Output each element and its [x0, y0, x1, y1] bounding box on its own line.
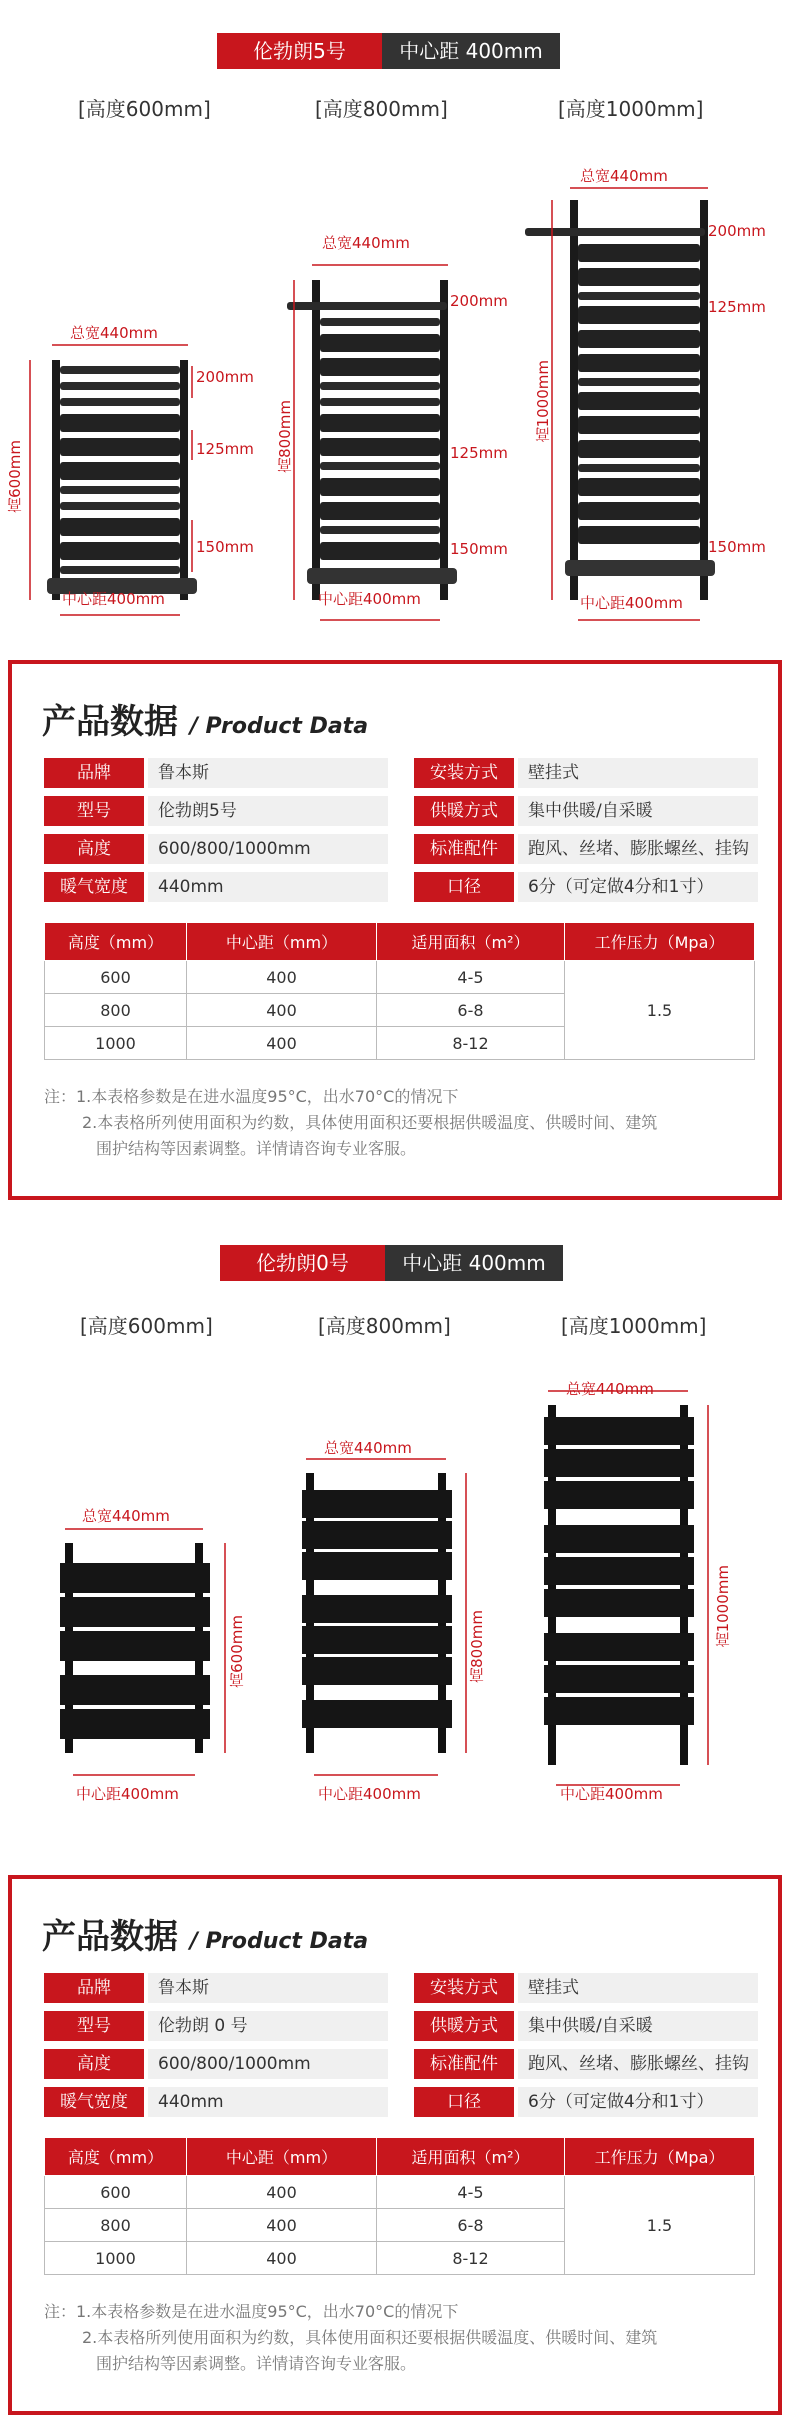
info-key: 标准配件 [414, 2049, 514, 2079]
center-distance-tag: 中心距 400mm [385, 1245, 563, 1281]
spec-table [44, 2137, 755, 2275]
info-row-heating [414, 796, 758, 826]
info-value: 跑风、丝堵、膨胀螺丝、挂钩 [518, 2049, 758, 2079]
info-key: 型号 [44, 2011, 144, 2041]
rad0-800-width-label: 总宽440mm [324, 1439, 412, 1457]
note-line: 注：1.本表格参数是在进水温度95°C，出水70°C的情况下 [44, 2302, 459, 2321]
pressure-cell: 1.5 [565, 2176, 755, 2275]
info-row-caliber [414, 2087, 758, 2117]
rad0-1000-width-label: 总宽440mm [566, 1380, 654, 1398]
info-key: 标准配件 [414, 834, 514, 864]
center-distance-tag: 中心距 400mm [382, 33, 560, 69]
rad1000-gap3: 150mm [708, 538, 766, 556]
product-data-box-0 [8, 1875, 782, 2415]
info-value: 6分（可定做4分和1寸） [518, 2087, 758, 2117]
rad600-gap1: 200mm [196, 368, 254, 386]
info-row-width [44, 872, 388, 902]
rad600-gap2: 125mm [196, 440, 254, 458]
note-line: 2.本表格所列使用面积为约数，具体使用面积还要根据供暖温度、供暖时间、建筑 [82, 2328, 658, 2347]
info-value: 伦勃朗 0 号 [148, 2011, 388, 2041]
product-data-title-en: / Product Data [189, 714, 369, 739]
info-row-install [414, 758, 758, 788]
table-header: 工作压力（Mpa） [565, 923, 755, 961]
info-key: 品牌 [44, 758, 144, 788]
table-cell: 6-8 [377, 994, 565, 1027]
model-section-5 [0, 0, 790, 1200]
height-label-600: [高度600mm] [78, 97, 211, 121]
rad600-height-label: 高600mm [6, 440, 24, 513]
note-line: 围护结构等因素调整。详情请咨询专业客服。 [96, 2354, 417, 2373]
info-value: 440mm [148, 872, 388, 902]
model-name-tag: 伦勃朗0号 [220, 1245, 385, 1281]
radiator-0-600-image [55, 1505, 245, 1805]
product-data-title [42, 1909, 368, 1958]
info-row-width [44, 2087, 388, 2117]
table-header: 中心距（mm） [187, 923, 377, 961]
info-key: 高度 [44, 834, 144, 864]
info-value: 跑风、丝堵、膨胀螺丝、挂钩 [518, 834, 758, 864]
info-row-model [44, 796, 388, 826]
rad0-800-height-label: 高800mm [468, 1610, 486, 1683]
rad600-gap3: 150mm [196, 538, 254, 556]
rad1000-gap2: 125mm [708, 298, 766, 316]
table-cell: 8-12 [377, 2242, 565, 2275]
table-row [45, 2176, 755, 2209]
info-row-accessories [414, 2049, 758, 2079]
rad1000-center-label: 中心距400mm [580, 594, 683, 612]
product-data-box-5 [8, 660, 782, 1200]
note-line: 注：1.本表格参数是在进水温度95°C，出水70°C的情况下 [44, 1087, 459, 1106]
model-tag [217, 33, 560, 69]
rad600-width-label: 总宽440mm [70, 324, 158, 342]
info-key: 口径 [414, 872, 514, 902]
rad800-height-label: 高800mm [276, 400, 294, 473]
rad800-width-label: 总宽440mm [322, 234, 410, 252]
spec-table [44, 922, 755, 1060]
info-value: 鲁本斯 [148, 1973, 388, 2003]
info-key: 暖气宽度 [44, 872, 144, 902]
table-cell: 400 [187, 1027, 377, 1060]
height-label-1000: [高度1000mm] [558, 97, 704, 121]
table-cell: 1000 [45, 2242, 187, 2275]
info-value: 440mm [148, 2087, 388, 2117]
radiator-1000-image [520, 180, 750, 630]
product-data-title [42, 694, 368, 743]
info-key: 型号 [44, 796, 144, 826]
info-key: 安装方式 [414, 1973, 514, 2003]
product-data-title-cn: 产品数据 [42, 702, 178, 742]
info-key: 供暖方式 [414, 796, 514, 826]
info-key: 安装方式 [414, 758, 514, 788]
table-header: 高度（mm） [45, 2138, 187, 2176]
height-label-800: [高度800mm] [315, 97, 448, 121]
info-row-install [414, 1973, 758, 2003]
radiator-1000-tubes [525, 228, 715, 576]
rad0-1000-center-label: 中心距400mm [560, 1785, 663, 1803]
info-value: 600/800/1000mm [148, 2049, 388, 2079]
info-row-model [44, 2011, 388, 2041]
info-value: 6分（可定做4分和1寸） [518, 872, 758, 902]
table-cell: 400 [187, 994, 377, 1027]
table-cell: 400 [187, 961, 377, 994]
height-label-600: [高度600mm] [80, 1314, 213, 1338]
product-data-title-cn: 产品数据 [42, 1917, 178, 1957]
rad1000-width-label: 总宽440mm [580, 167, 668, 185]
info-value: 壁挂式 [518, 1973, 758, 2003]
info-value: 集中供暖/自采暖 [518, 796, 758, 826]
info-key: 口径 [414, 2087, 514, 2117]
info-value: 集中供暖/自采暖 [518, 2011, 758, 2041]
table-cell: 400 [187, 2209, 377, 2242]
notes [44, 1084, 764, 1162]
rad1000-gap1: 200mm [708, 222, 766, 240]
table-row [45, 961, 755, 994]
rad800-gap1: 200mm [450, 292, 508, 310]
rad0-600-width-label: 总宽440mm [82, 1507, 170, 1525]
model-name-tag: 伦勃朗5号 [217, 33, 382, 69]
table-cell: 400 [187, 2176, 377, 2209]
table-header: 适用面积（m²） [377, 2138, 565, 2176]
rad800-center-label: 中心距400mm [318, 590, 421, 608]
rad0-800-center-label: 中心距400mm [318, 1785, 421, 1803]
table-cell: 800 [45, 994, 187, 1027]
table-cell: 600 [45, 961, 187, 994]
info-row-brand [44, 1973, 388, 2003]
radiator-0-1000-image [540, 1375, 740, 1805]
model-tag [220, 1245, 563, 1281]
info-row-brand [44, 758, 388, 788]
info-key: 品牌 [44, 1973, 144, 2003]
table-header: 工作压力（Mpa） [565, 2138, 755, 2176]
table-cell: 800 [45, 2209, 187, 2242]
table-header: 适用面积（m²） [377, 923, 565, 961]
height-label-1000: [高度1000mm] [561, 1314, 707, 1338]
rad1000-height-label: 高1000mm [534, 360, 552, 443]
info-row-heating [414, 2011, 758, 2041]
note-line: 围护结构等因素调整。详情请咨询专业客服。 [96, 1139, 417, 1158]
radiator-600-tubes [47, 366, 197, 594]
table-cell: 1000 [45, 1027, 187, 1060]
rad0-600-height-label: 高600mm [228, 1615, 246, 1688]
info-value: 壁挂式 [518, 758, 758, 788]
info-key: 供暖方式 [414, 2011, 514, 2041]
info-key: 暖气宽度 [44, 2087, 144, 2117]
info-row-caliber [414, 872, 758, 902]
info-row-accessories [414, 834, 758, 864]
radiator-0-800-image [298, 1435, 488, 1805]
notes [44, 2299, 764, 2377]
radiator-600-image [22, 310, 212, 630]
table-cell: 4-5 [377, 961, 565, 994]
rad800-gap2: 125mm [450, 444, 508, 462]
table-cell: 600 [45, 2176, 187, 2209]
table-header: 高度（mm） [45, 923, 187, 961]
info-key: 高度 [44, 2049, 144, 2079]
table-cell: 400 [187, 2242, 377, 2275]
height-label-800: [高度800mm] [318, 1314, 451, 1338]
note-line: 2.本表格所列使用面积为约数，具体使用面积还要根据供暖温度、供暖时间、建筑 [82, 1113, 658, 1132]
table-header: 中心距（mm） [187, 2138, 377, 2176]
info-row-height [44, 2049, 388, 2079]
table-cell: 8-12 [377, 1027, 565, 1060]
product-data-title-en: / Product Data [189, 1929, 369, 1954]
pressure-cell: 1.5 [565, 961, 755, 1060]
rad600-center-label: 中心距400mm [62, 590, 165, 608]
table-cell: 4-5 [377, 2176, 565, 2209]
info-value: 鲁本斯 [148, 758, 388, 788]
model-section-0 [0, 1215, 790, 2435]
info-value: 伦勃朗5号 [148, 796, 388, 826]
info-row-height [44, 834, 388, 864]
rad0-1000-height-label: 高1000mm [714, 1565, 732, 1648]
info-value: 600/800/1000mm [148, 834, 388, 864]
rad0-600-center-label: 中心距400mm [76, 1785, 179, 1803]
table-cell: 6-8 [377, 2209, 565, 2242]
rad800-gap3: 150mm [450, 540, 508, 558]
